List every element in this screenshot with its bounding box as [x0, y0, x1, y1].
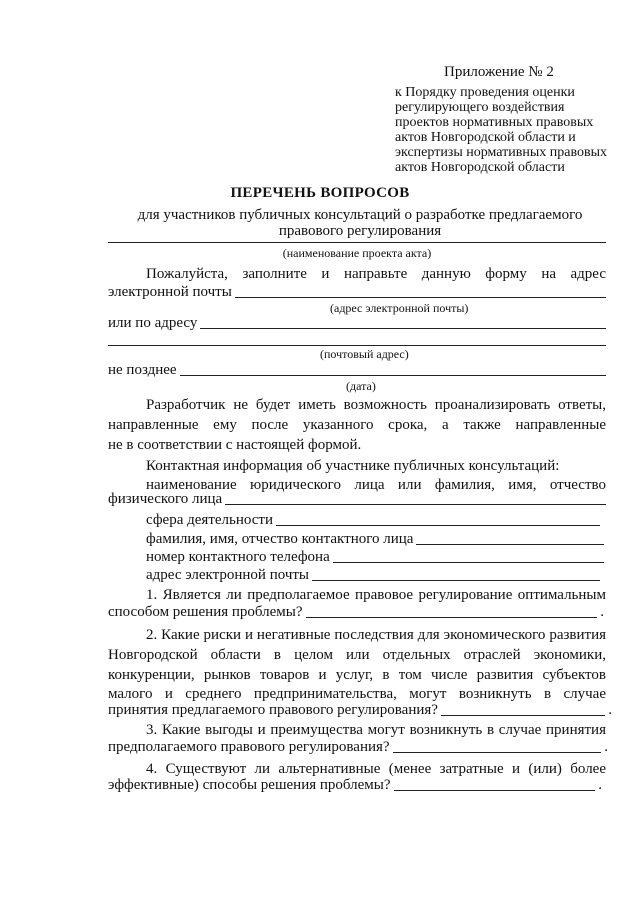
email-field[interactable] [235, 297, 606, 298]
developer-note-line: направленные ему после указанного срока, а также направленные [108, 417, 606, 433]
date-caption: (дата) [346, 379, 376, 393]
question-3-end: . [604, 739, 608, 755]
contact-email-row [146, 566, 600, 584]
email-caption: (адрес электронной почты) [330, 301, 469, 315]
request-line: Пожалуйста, заполните и направьте данную форму на адрес [146, 266, 606, 282]
question-1-answer-field[interactable] [306, 617, 598, 618]
question-3-label: предполагаемого правового регулирования? [108, 739, 390, 755]
contact-person-row [146, 530, 604, 548]
postal-caption: (почтовый адрес) [320, 347, 409, 361]
project-name-caption: (наименование проекта акта) [282, 246, 432, 260]
appendix-line: регулирующего воздействия [395, 100, 565, 115]
question-2-row [108, 701, 612, 719]
appendix-number: Приложение № 2 [444, 64, 554, 80]
address-row [108, 314, 606, 332]
contact-name-field[interactable] [225, 504, 606, 505]
document-subtitle: правового регулирования [278, 223, 442, 239]
question-2-text: конкуренции, рынков товаров и услуг, в том числе развития субъектов [108, 667, 606, 683]
question-2-text: Новгородской области в целом или отдельных отраслей экономики, [108, 647, 606, 663]
appendix-line: проектов нормативных правовых [395, 115, 594, 130]
question-2-answer-field[interactable] [441, 715, 605, 716]
contact-name-label: физического лица [108, 491, 223, 507]
question-3-answer-field[interactable] [393, 752, 602, 753]
appendix-line: экспертизы нормативных правовых [395, 145, 607, 160]
phone-label: номер контактного телефона [146, 549, 330, 565]
question-1-end: . [600, 604, 604, 620]
question-4-label: эффективные) способы решения проблемы? [108, 777, 391, 793]
contact-email-field[interactable] [312, 580, 600, 581]
question-4-answer-field[interactable] [394, 790, 596, 791]
address-label: или по адресу [108, 315, 198, 331]
developer-note-line: не в соответствии с настоящей формой. [108, 437, 362, 453]
phone-field[interactable] [333, 562, 604, 563]
activity-label: сфера деятельности [146, 512, 273, 528]
activity-row [146, 511, 600, 529]
question-2-text: малого и среднего предпринимательства, могут возникнуть в случае [108, 686, 606, 702]
contact-person-field[interactable] [416, 544, 604, 545]
question-2-end: . [608, 702, 612, 718]
phone-row [146, 548, 604, 566]
contact-person-label: фамилия, имя, отчество контактного лица [146, 531, 414, 547]
deadline-row [108, 361, 606, 379]
appendix-line: к Порядку проведения оценки [395, 85, 575, 100]
deadline-label: не позднее [108, 362, 177, 378]
address-field-continued[interactable] [108, 345, 606, 346]
appendix-line: актов Новгородской области [395, 160, 565, 175]
document-title: ПЕРЕЧЕНЬ ВОПРОСОВ [230, 185, 410, 201]
question-1-text: 1. Является ли предполагаемое правовое регулирование оптимальным [146, 587, 606, 603]
question-4-end: . [598, 777, 602, 793]
contact-heading: Контактная информация об участнике публичных консультаций: [146, 458, 560, 474]
question-3-row [108, 738, 608, 756]
question-4-row [108, 776, 602, 794]
question-2-text: 2. Какие риски и негативные последствия для экономического развития [146, 627, 606, 643]
document-subtitle: для участников публичных консультаций о разработке предлагаемого [137, 207, 583, 223]
contact-name-line: наименование юридического лица или фамилия, имя, отчество [146, 477, 606, 493]
appendix-line: актов Новгородской области и [395, 130, 576, 145]
activity-field[interactable] [276, 525, 600, 526]
email-row [108, 283, 606, 301]
question-1-label: способом решения проблемы? [108, 604, 303, 620]
contact-email-label: адрес электронной почты [146, 567, 310, 583]
email-label: электронной почты [108, 284, 232, 300]
question-4-text: 4. Существуют ли альтернативные (менее затратные и (или) более [146, 761, 606, 777]
developer-note-line: Разработчик не будет иметь возможность проанализировать ответы, [146, 397, 606, 413]
address-field[interactable] [200, 328, 606, 329]
contact-name-row [108, 490, 606, 508]
question-1-row [108, 603, 604, 621]
question-3-text: 3. Какие выгоды и преимущества могут возникнуть в случае принятия [146, 722, 606, 738]
project-name-field[interactable] [108, 242, 606, 243]
deadline-field[interactable] [180, 375, 606, 376]
question-2-label: принятия предлагаемого правового регулирования? [108, 702, 438, 718]
